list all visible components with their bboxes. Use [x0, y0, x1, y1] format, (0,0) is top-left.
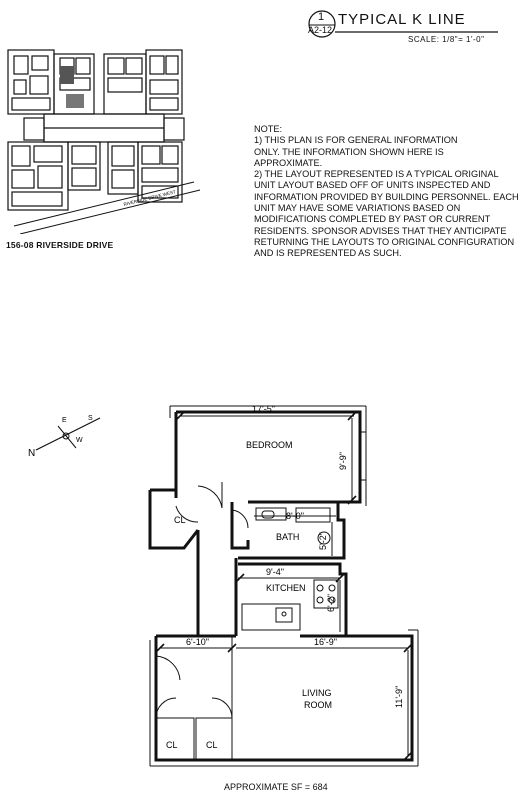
note-line: UNIT LAYOUT BASED OFF OF UNITS INSPECTED AND [254, 180, 491, 191]
compass-west: W [76, 437, 83, 444]
plan-scale: SCALE: 1/8"= 1'-0" [408, 35, 485, 44]
street-label: RIVERSIDE DRIVE WEST [123, 189, 177, 207]
note-line: UNIT MAY HAVE SOME VARIATIONS BASED ON [254, 203, 461, 214]
kitchen-label: KITCHEN [266, 583, 306, 593]
compass-south: S [88, 415, 93, 422]
note-line: AND IS REPRESENTED AS SUCH. [254, 248, 402, 259]
building-address: 156-08 RIVERSIDE DRIVE [6, 240, 114, 250]
building-key-plan [4, 44, 204, 234]
living-width-dimension: 16'-9" [314, 637, 337, 647]
general-note [254, 124, 524, 260]
compass-north: N [28, 448, 36, 459]
compass-icon [28, 415, 100, 459]
bedroom-depth-dimension: 9'-9" [338, 452, 348, 470]
compass-east: E [62, 417, 67, 424]
unit-highlight [60, 66, 74, 84]
bath-width-dimension: 8'-0" [286, 511, 304, 521]
approximate-square-footage: APPROXIMATE SF = 684 [224, 782, 328, 792]
foyer-width-dimension: 6'-10" [186, 637, 209, 647]
bedroom-walls [176, 412, 360, 502]
closet-label: CL [174, 515, 186, 525]
bath-depth-dimension: 5'-2" [318, 532, 328, 550]
plan-title: TYPICAL K LINE [338, 11, 466, 28]
living-room-label-line2: ROOM [304, 700, 332, 710]
note-heading: NOTE: [254, 124, 283, 134]
bath-label: BATH [276, 532, 300, 542]
note-line: APPROXIMATE. [254, 157, 323, 168]
closet-label: CL [206, 740, 218, 750]
note-line: INFORMATION PROVIDED BY BUILDING PERSONNEL. EACH [254, 191, 519, 202]
note-line: MODIFICATIONS COMPLETED BY PAST OR CURRENT [254, 214, 491, 225]
kitchen-depth-dimension: 6'-2" [326, 594, 336, 612]
title-block [300, 8, 500, 48]
unit-floor-plan [0, 380, 528, 780]
kitchen-width-dimension: 9'-4" [266, 567, 284, 577]
detail-number: 1 [318, 11, 325, 23]
closet-label: CL [166, 740, 178, 750]
bedroom-width-dimension: 17'-5" [252, 404, 275, 414]
sheet-reference: A2-12 [308, 25, 333, 35]
note-line: RETURNING THE LAYOUTS TO ORIGINAL CONFIGURATION [254, 236, 515, 247]
note-line: 2) THE LAYOUT REPRESENTED IS A TYPICAL ORIGINAL [254, 169, 499, 180]
note-line: RESIDENTS. SPONSOR ADVISES THAT THEY ANTICIPATE [254, 225, 507, 236]
bedroom-label: BEDROOM [246, 440, 293, 450]
living-depth-dimension: 11'-9" [394, 685, 404, 708]
note-line: 1) THIS PLAN IS FOR GENERAL INFORMATION [254, 135, 458, 146]
living-room-label: LIVING [302, 688, 332, 698]
note-line: ONLY. THE INFORMATION SHOWN HERE IS [254, 146, 444, 157]
